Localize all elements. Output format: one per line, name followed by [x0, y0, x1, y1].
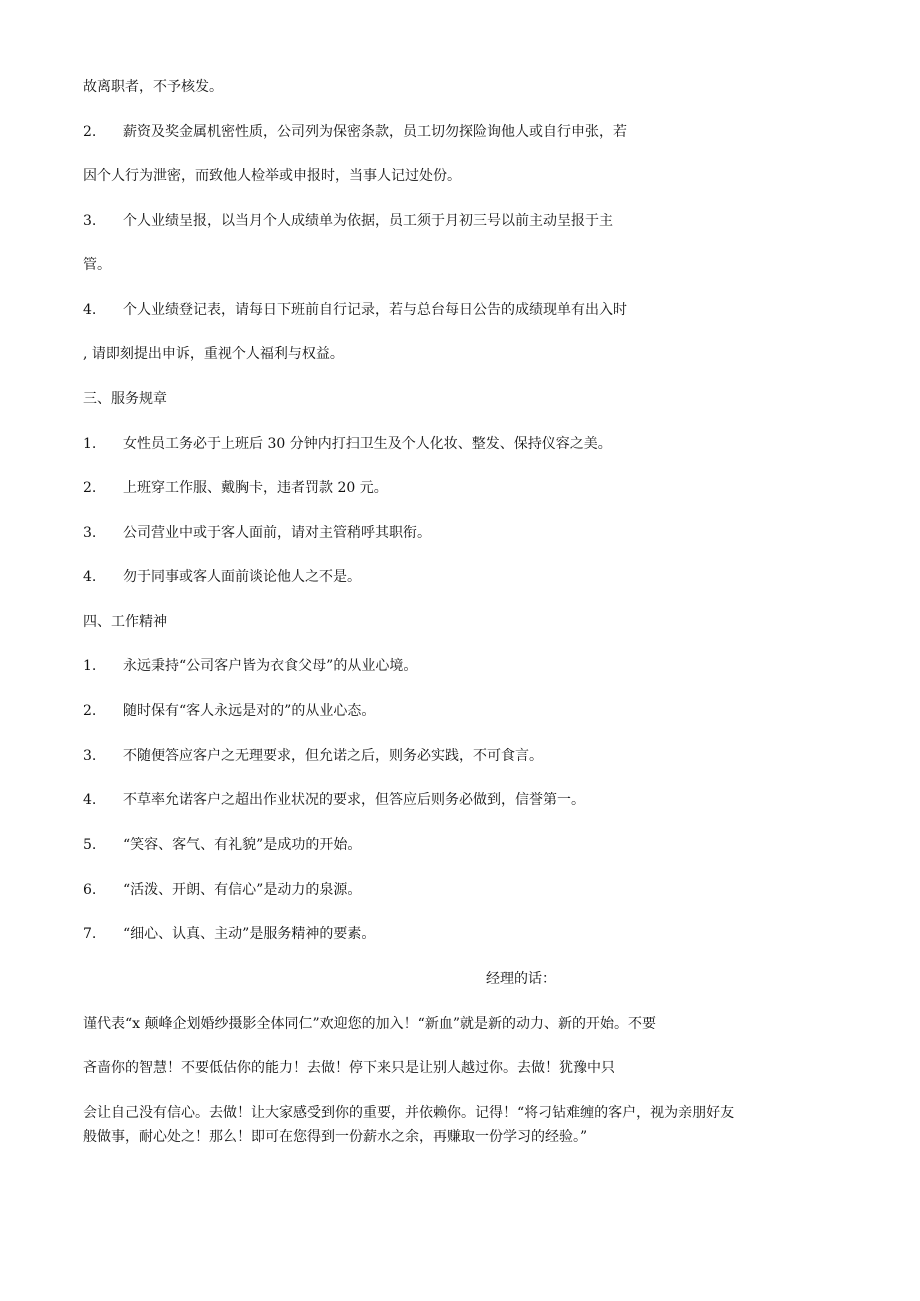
list-item: [83, 567, 361, 587]
list-item: [83, 478, 388, 498]
section-heading: [83, 612, 167, 632]
list-item: [83, 790, 585, 810]
section-title: 四、工作精神: [83, 614, 167, 630]
item-number: 2.: [83, 703, 97, 719]
item-number: 1.: [83, 658, 97, 674]
list-item: [83, 924, 375, 944]
manager-paragraph-line: [83, 1014, 656, 1034]
list-item: [83, 434, 612, 454]
section-title: 经理的话：: [486, 971, 556, 987]
section-heading: [83, 389, 167, 409]
manager-heading: [0, 969, 920, 989]
item-number: 5.: [83, 837, 97, 853]
list-item-continuation: [83, 166, 461, 186]
item-text: 不草率允诺客户之超出作业状况的要求，但答应后则务必做到，信誉第一。: [123, 792, 585, 808]
item-number: 6.: [83, 882, 97, 898]
item-text: “细心、认真、主动”是服务精神的要素。: [123, 926, 376, 942]
list-item-continuation: [83, 255, 111, 275]
item-text: 个人业绩呈报，以当月个人成绩单为依据，员工须于月初三号以前主动呈报于主: [123, 213, 613, 229]
item-text: , 请即刻提出申诉，重视个人福利与权益。: [83, 346, 344, 362]
list-item: [83, 656, 417, 676]
item-text: 薪资及奖金属机密性质，公司列为保密条款，员工切勿探险询他人或自行申张，若: [123, 124, 627, 140]
item-number: 7.: [83, 926, 97, 942]
line-text: 会让自己没有信心。去做！让大家感受到你的重要，并依赖你。记得！“将刁钻难缠的客户，视为亲朋好友: [83, 1105, 735, 1121]
list-item: [83, 122, 627, 142]
item-text: 公司营业中或于客人面前，请对主管稍呼其职衔。: [123, 525, 431, 541]
section-title: 三、服务规章: [83, 391, 167, 407]
item-number: 4.: [83, 569, 97, 585]
item-text: 随时保有“客人永远是对的”的从业心态。: [123, 703, 376, 719]
line-text: 故离职者，不予核发。: [83, 79, 223, 95]
item-text: 勿于同事或客人面前谈论他人之不是。: [123, 569, 361, 585]
item-number: 2.: [83, 124, 97, 140]
item-text: 个人业绩登记表，请每日下班前自行记录，若与总台每日公告的成绩现单有出入时: [123, 302, 627, 318]
line-text: 吝啬你的智慧！不要低估你的能力！去做！停下来只是让别人越过你。去做！犹豫中只: [83, 1060, 615, 1076]
paragraph-continuation: [83, 77, 223, 97]
manager-paragraph-line: [83, 1127, 587, 1147]
manager-paragraph-line: [83, 1103, 734, 1123]
item-text: “活泼、开朗、有信心”是动力的泉源。: [123, 882, 362, 898]
item-text: 女性员工务必于上班后 30 分钟内打扫卫生及个人化妆、整发、保持仪容之美。: [123, 436, 612, 452]
item-number: 2.: [83, 480, 97, 496]
item-number: 3.: [83, 525, 97, 541]
item-text: 因个人行为泄密，而致他人检举或申报时，当事人记过处份。: [83, 168, 461, 184]
manager-paragraph-line: [83, 1058, 615, 1078]
list-item: [83, 880, 361, 900]
list-item: [83, 835, 361, 855]
list-item: [83, 701, 375, 721]
item-number: 4.: [83, 792, 97, 808]
item-number: 3.: [83, 748, 97, 764]
list-item: [83, 523, 431, 543]
line-text: 般做事，耐心处之！那么！即可在您得到一份薪水之余，再赚取一份学习的经验。”: [83, 1129, 588, 1145]
line-text: 谨代表“x 颠峰企划婚纱摄影全体同仁”欢迎您的加入！“新血”就是新的动力、新的开始。不要: [83, 1016, 656, 1032]
item-text: 上班穿工作服、戴胸卡，违者罚款 20 元。: [123, 480, 388, 496]
list-item: [83, 300, 627, 320]
item-number: 3.: [83, 213, 97, 229]
list-item: [83, 211, 613, 231]
item-text: 永远秉持“公司客户皆为衣食父母”的从业心境。: [123, 658, 418, 674]
item-text: 不随便答应客户之无理要求，但允诺之后，则务必实践，不可食言。: [123, 748, 543, 764]
item-number: 4.: [83, 302, 97, 318]
list-item: [83, 746, 543, 766]
list-item-continuation: [83, 344, 344, 364]
item-number: 1.: [83, 436, 97, 452]
item-text: “笑容、客气、有礼貌”是成功的开始。: [123, 837, 362, 853]
item-text: 管。: [83, 257, 111, 273]
